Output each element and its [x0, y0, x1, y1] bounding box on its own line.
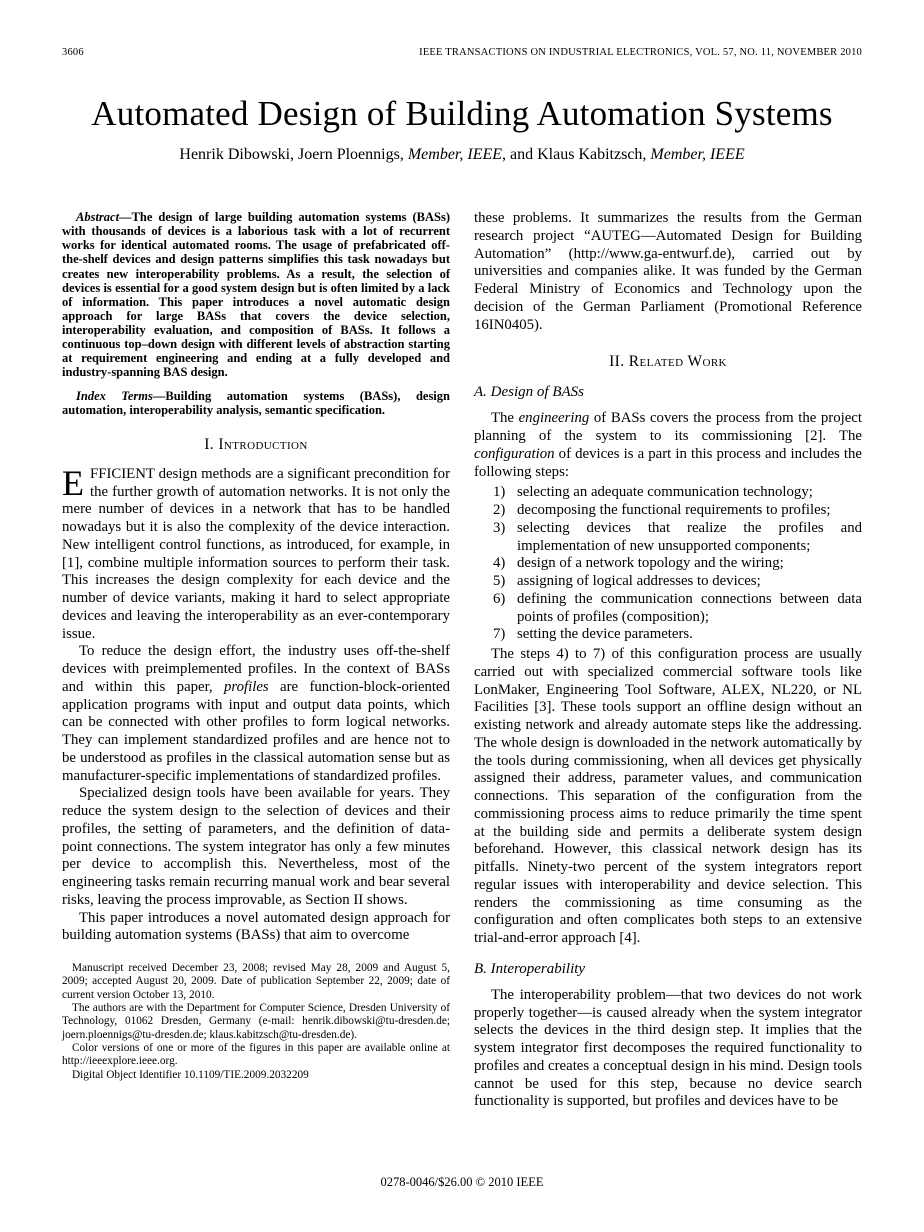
list-item	[474, 626, 862, 644]
continuation-paragraph: these problems. It summarizes the results from the German research project “AUTEG—Automated Design for Building Automation” (http://www.ga-entwurf.de), carried out by universities and companies alike. It was funded by the German Federal Ministry of Economics and Technology upon the decision of the German Parliament (Promotional Reference 16IN0405).	[474, 210, 862, 333]
list-item	[474, 484, 862, 502]
two-column-body	[62, 210, 862, 1111]
related-work-paragraph-2: The steps 4) to 7) of this configuration process are usually carried out with specialized commercial software tools like LonMaker, Engineering Tool Software, ALEX, NL220, or NL Facilities [3]. These tools support an offline design without an existing network and already automate steps like the addressing. The whole design is downloaded in the network automatically by the tools during commissioning, when all devices get physically assigned their address, parameter values, and communication connections. This separation of the configuration from the commissioning process aims to reduce primarily the time spent at the building side and permits a deliberate system design beforehand. However, this classical network design has its pitfalls. Ninety-two percent of the system integrators report regular issues with interoperability and device selection. This renders the commissioning as time consuming as the configuration and often complicates both steps to an extensive trial-and-error approach [4].	[474, 646, 862, 946]
list-item	[474, 573, 862, 591]
list-item-text: design of a network topology and the wiring;	[517, 555, 784, 572]
list-item-number: 3)	[493, 519, 506, 536]
paper-title: Automated Design of Building Automation Systems	[91, 94, 833, 133]
list-item	[474, 520, 862, 556]
intro-paragraph-3: Specialized design tools have been available for years. They reduce the system design to the selection of devices and their profiles, the setting of parameters, and the definition of data-point connections. The system integrator has only a few minutes per device to accomplish this. Nevertheless, most of the engineering tasks remain recurring manual work and bear several risks, leaving the process improvable, as Section II shows.	[62, 785, 450, 908]
list-item-number: 1)	[493, 484, 506, 501]
abstract: Abstract—The design of large building automation systems (BASs) with thousands of devices is a laborious task with a lot of recurrent works for identical automated rooms. The usage of prefabricated off-the-shelf devices and design patterns simplifies this task nowadays but creates new interoperability problems. As a result, the selection of devices is essential for a good system design but is often limited by a lack of information. This paper introduces a novel automatic design approach for large BASs that covers the device selection, interoperability evaluation, and composition of BASs. It follows a continuous top–down design with different levels of abstraction starting at requirement engineering and ending at a fully developed and industry-spanning BAS design.	[62, 210, 450, 380]
list-item-number: 2)	[493, 502, 506, 518]
intro-paragraph-4: This paper introduces a novel automated design approach for building automation systems (BASs) that aim to overcome	[62, 909, 450, 944]
list-item-number: 4)	[493, 555, 506, 572]
list-item-number: 5)	[493, 573, 506, 589]
list-item-text: decomposing the functional requirements to profiles;	[517, 502, 831, 518]
list-item-text: setting the device parameters.	[517, 626, 693, 643]
subsection-heading-design-of-bass: A. Design of BASs	[474, 384, 584, 401]
intro-paragraph-2: To reduce the design effort, the industry uses off-the-shelf devices with preimplemented profiles. In the context of BASs and within this paper, profiles are function-block-oriented application programs with input and output data points, which can be connected with other profiles to form logical networks. They can implement standardized profiles and are hence not to be understood as profiles in the classical automation sense but as manufacturer-specific implementations of standardized profiles.	[62, 643, 450, 784]
left-column	[62, 210, 450, 1111]
footnote-color-versions: Color versions of one or more of the figures in this paper are available online at http://ieeexplore.ieee.org.	[62, 1041, 450, 1068]
list-item-text: selecting an adequate communication technology;	[517, 484, 813, 501]
journal-title: IEEE TRANSACTIONS ON INDUSTRIAL ELECTRONICS, VOL. 57, NO. 11, NOVEMBER 2010	[419, 47, 862, 58]
list-item-text: selecting devices that realize the profiles and implementation of new unsupported components;	[517, 519, 862, 554]
page-number: 3606	[62, 47, 84, 58]
index-terms: Index Terms—Building automation systems (BASs), design automation, interoperability analysis, semantic specification.	[62, 388, 450, 417]
list-item-text: defining the communication connections between data points of profiles (composition);	[517, 590, 862, 625]
right-column	[474, 210, 862, 1111]
copyright-line: 0278-0046/$26.00 © 2010 IEEE	[380, 1175, 544, 1189]
list-item-number: 6)	[493, 590, 506, 607]
list-item	[474, 555, 862, 573]
footnote-doi: Digital Object Identifier 10.1109/TIE.2009.2032209	[72, 1068, 309, 1081]
footnote-manuscript-history: Manuscript received December 23, 2008; revised May 28, 2009 and August 5, 2009; accepted August 20, 2009. Date of publication September 22, 2009; date of current version October 13, 2010.	[62, 962, 450, 1001]
list-item-number: 7)	[493, 626, 506, 643]
intro-paragraph-1	[62, 462, 450, 644]
subsection-heading-interoperability: B. Interoperability	[474, 960, 586, 977]
running-head	[62, 47, 862, 58]
section-heading-related-work: II. Related Work	[609, 353, 727, 371]
first-page-footnote	[62, 962, 450, 1082]
related-work-paragraph-1: The engineering of BASs covers the process from the project planning of the system to its commissioning [2]. The configuration of devices is a part in this process and includes the following steps:	[474, 410, 862, 480]
interoperability-paragraph-1: The interoperability problem—that two devices do not work properly together—is caused already when the system integrator selects the devices in the third design step. It implies that the system integrator first decomposes the required functionality to profiles and creates a conceptual design in his mind. Design tools cannot be used for this step, because no device search functionality is supported, but profiles and devices have to be	[474, 986, 862, 1110]
footnote-author-affiliation: The authors are with the Department for Computer Science, Dresden University of Technology, 01062 Dresden, Germany (e-mail: henrik.dibowski@tu-dresden.de; joern.ploennigs@tu-dresden.de; klaus.kabitzsch@tu-dresden.de).	[62, 1001, 450, 1041]
intro-paragraph-1-text: FFICIENT design methods are a significant precondition for the further growth of automation networks. It is not only the mere number of devices in a network that has to be handled nowadays but it is also the complexity of the device interaction. New intelligent control functions, as introduced, for example, in [1], combine multiple information sources to perform their task. This increases the design complexity for each device and the number of device variants, making it hard to select appropriate devices and leaving the interoperability as an ever-contemporary issue.	[62, 465, 450, 642]
drop-cap: E	[62, 462, 84, 503]
section-heading-introduction: I. Introduction	[204, 435, 308, 453]
list-item-text: assigning of logical addresses to devices;	[517, 573, 761, 589]
configuration-steps-list	[474, 484, 862, 644]
list-item	[474, 591, 862, 627]
authors-line: Henrik Dibowski, Joern Ploennigs, Member, IEEE, and Klaus Kabitzsch, Member, IEEE	[179, 146, 745, 163]
list-item	[474, 502, 862, 520]
